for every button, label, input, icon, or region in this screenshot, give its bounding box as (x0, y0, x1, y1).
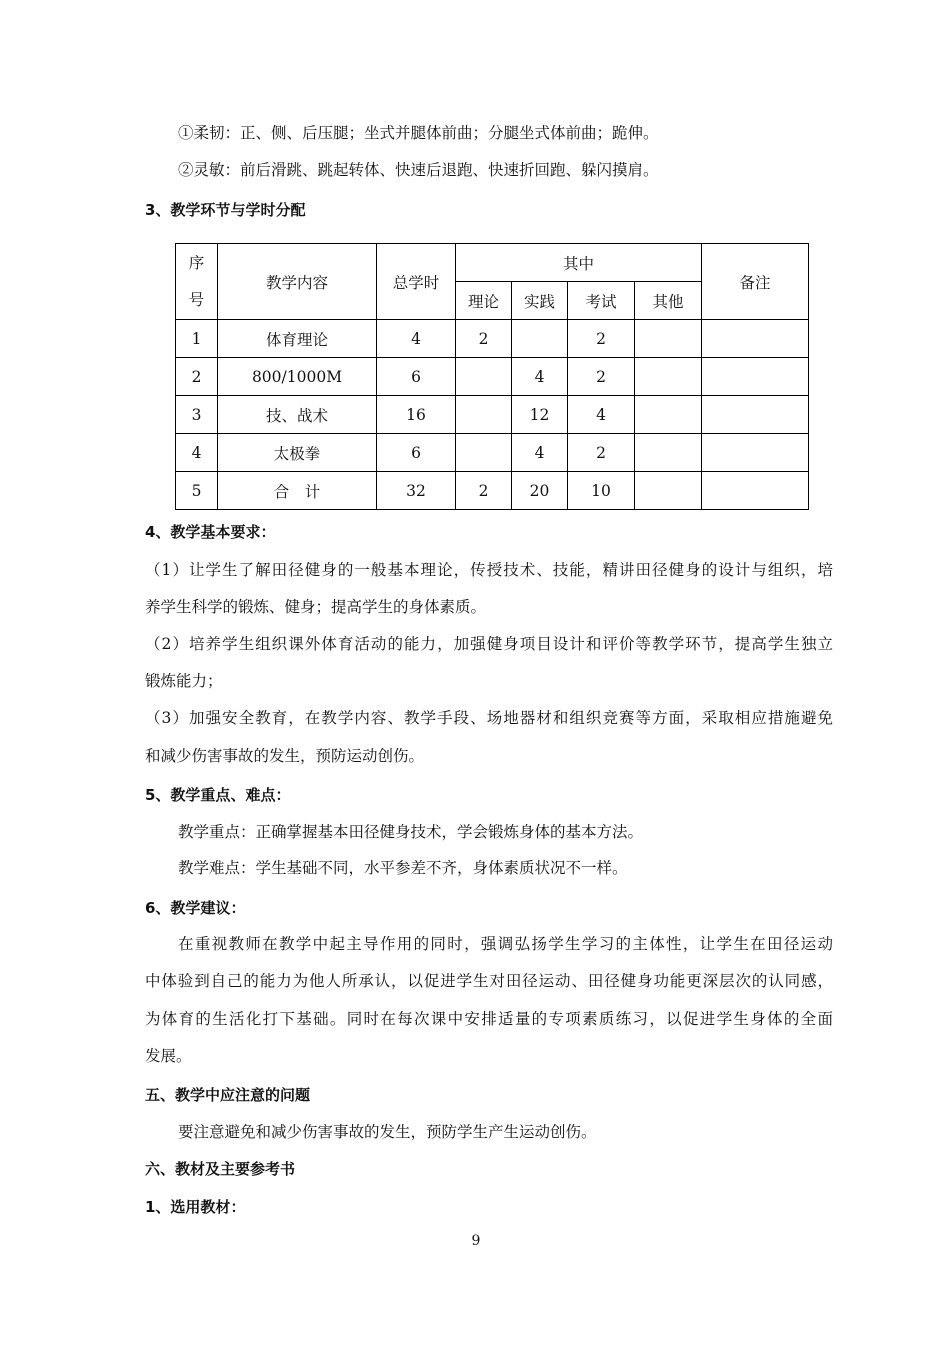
cell-note (702, 396, 809, 434)
cell-theory: 2 (456, 472, 512, 510)
suggestion-line-1: 在重视教师在教学中起主导作用的同时，强调弘扬学生学习的主体性，让学生在田径运动 (178, 935, 833, 953)
header-total-hours: 总学时 (377, 244, 456, 320)
header-seq-char-1: 序 (188, 253, 205, 272)
table-row-total (176, 472, 809, 510)
cell-content: 太极拳 (218, 434, 377, 472)
teaching-difficulty: 教学难点：学生基础不同，水平参差不齐，身体素质状况不一样。 (178, 859, 628, 877)
cell-total: 4 (377, 320, 456, 358)
cell-total: 6 (377, 434, 456, 472)
cell-note (702, 434, 809, 472)
textbook-subheading: 1、选用教材： (145, 1198, 246, 1216)
suggestion-line-2: 中体验到自己的能力为他人所承认，以促进学生对田径运动、田径健身功能更深层次的认同感， (145, 972, 833, 990)
agility-item: ②灵敏：前后滑跳、跳起转体、快速后退跑、快速折回跑、躲闪摸肩。 (178, 161, 659, 179)
cell-exam: 2 (568, 434, 635, 472)
cell-seq: 1 (176, 320, 218, 358)
table-row (176, 396, 809, 434)
header-exam: 考试 (568, 282, 635, 320)
cell-content: 体育理论 (218, 320, 377, 358)
cell-total: 32 (377, 472, 456, 510)
cell-theory (456, 434, 512, 472)
hours-allocation-table (175, 243, 809, 510)
header-among: 其中 (456, 244, 702, 282)
cell-seq: 5 (176, 472, 218, 510)
header-theory: 理论 (456, 282, 512, 320)
requirement-3-line-1: （3）加强安全教育，在教学内容、教学手段、场地器材和组织竞赛等方面，采取相应措施避免 (145, 709, 833, 727)
section-3-heading: 3、教学环节与学时分配 (145, 201, 306, 219)
header-content: 教学内容 (218, 244, 377, 320)
cell-note (702, 320, 809, 358)
cell-practice: 20 (512, 472, 568, 510)
cell-seq: 3 (176, 396, 218, 434)
cell-exam: 4 (568, 396, 635, 434)
section-4-heading: 4、教学基本要求： (145, 523, 276, 541)
part-5-text: 要注意避免和减少伤害事故的发生，预防学生产生运动创伤。 (178, 1123, 597, 1141)
cell-practice: 4 (512, 434, 568, 472)
header-note: 备注 (702, 244, 809, 320)
teaching-key-point: 教学重点：正确掌握基本田径健身技术，学会锻炼身体的基本方法。 (178, 823, 644, 841)
table-row (176, 320, 809, 358)
part-6-heading: 六、教材及主要参考书 (145, 1160, 296, 1178)
requirement-3-line-2: 和减少伤害事故的发生，预防运动创伤。 (145, 747, 425, 765)
page-number: 9 (471, 1233, 481, 1249)
cell-theory (456, 396, 512, 434)
cell-note (702, 358, 809, 396)
header-practice: 实践 (512, 282, 568, 320)
part-5-heading: 五、教学中应注意的问题 (145, 1086, 311, 1104)
cell-other (635, 472, 702, 510)
cell-theory (456, 358, 512, 396)
cell-note (702, 472, 809, 510)
table-header-row (176, 244, 809, 282)
cell-other (635, 358, 702, 396)
cell-practice: 4 (512, 358, 568, 396)
cell-seq: 4 (176, 434, 218, 472)
suggestion-line-3: 为体育的生活化打下基础。同时在每次课中安排适量的专项素质练习，以促进学生身体的全面 (145, 1010, 833, 1028)
cell-other (635, 434, 702, 472)
suggestion-line-4: 发展。 (145, 1047, 192, 1065)
section-5-heading: 5、教学重点、难点： (145, 786, 291, 804)
header-other: 其他 (635, 282, 702, 320)
cell-total: 16 (377, 396, 456, 434)
section-6-heading: 6、教学建议： (145, 899, 246, 917)
cell-seq: 2 (176, 358, 218, 396)
cell-other (635, 320, 702, 358)
header-seq (176, 244, 218, 320)
requirement-1-line-1: （1）让学生了解田径健身的一般基本理论，传授技术、技能，精讲田径健身的设计与组织，培 (145, 561, 833, 579)
cell-practice (512, 320, 568, 358)
header-seq-char-2: 号 (188, 290, 205, 309)
table-row (176, 358, 809, 396)
cell-exam: 2 (568, 358, 635, 396)
table-row (176, 434, 809, 472)
requirement-2-line-2: 锻炼能力； (145, 672, 223, 690)
cell-exam: 2 (568, 320, 635, 358)
cell-other (635, 396, 702, 434)
cell-exam: 10 (568, 472, 635, 510)
cell-content: 800/1000M (218, 358, 377, 396)
cell-total: 6 (377, 358, 456, 396)
flexibility-item: ①柔韧：正、侧、后压腿；坐式并腿体前曲；分腿坐式体前曲；跪伸。 (178, 124, 659, 142)
cell-content: 技、战术 (218, 396, 377, 434)
cell-content: 合 计 (218, 472, 377, 510)
cell-practice: 12 (512, 396, 568, 434)
requirement-2-line-1: （2）培养学生组织课外体育活动的能力，加强健身项目设计和评价等教学环节，提高学生独立 (145, 635, 833, 653)
requirement-1-line-2: 养学生科学的锻炼、健身；提高学生的身体素质。 (145, 598, 487, 616)
cell-theory: 2 (456, 320, 512, 358)
